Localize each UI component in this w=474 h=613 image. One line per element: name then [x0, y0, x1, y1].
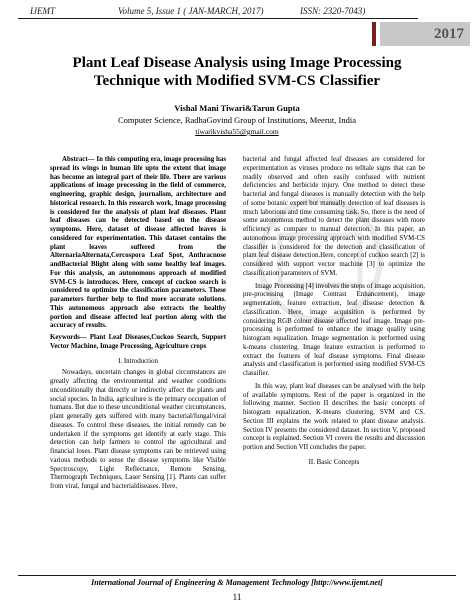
- abstract-text: Abstract— In this computing era, image processing has spread its wings in human life upto the extent that image has become an integral part of their life. There are various applications of image processing in the field of commerce, engineering, graphic design, journalism, architecture and historical research. In this research work, Image processing is considered for the analysis of plant leaf diseases. Plant leaf diseases can be detected based on the disease symptoms. Here, dataset of disease affected leaves is considered for experimentation. This dataset contains the plant leaves suffered from the AlternariaAlternata,Cercospora Leaf Spot, Anthracnose andBacterial Blight along with some healthy leaf images. For this analysis, an autonomous approach of modified SVM-CS is introduces. Here, concept of cuckoo search is considered to optimize the classification parameters. These parameters further help to find more accurate solutions. This autonomous approach also extracts the healthy portion and disease affected leaf portion along with the accuracy of results.: [50, 156, 226, 330]
- section-heading-introduction: I. Introduction: [118, 357, 158, 365]
- year-badge-accent: [372, 22, 376, 46]
- journal-footer: International Journal of Engineering & Management Technology [http://www.ijemt.net]: [91, 578, 383, 587]
- paper-title-line2: Technique with Modified SVM-CS Classifier: [93, 73, 381, 89]
- journal-abbrev: IJEMT: [30, 6, 55, 16]
- body-paragraph-3: In this way, plant leaf diseases can be analysed with the help of available symptoms. Rest of the paper is organized in the following manner. Section II describes the basic concepts of histogram equalization, K-means clustering, SVM and CS. Section III explains the work related to plant disease analysis. Section IV presents the considered dataset. In section V, proposed concept is explained. Section VI covers the results and discussion portion and Section VII concludes the paper.: [243, 382, 425, 451]
- journal-issn: ISSN: 2320-7043): [300, 6, 366, 16]
- page-number: 11: [232, 592, 242, 602]
- year-badge: 2017: [380, 22, 470, 46]
- left-column: [50, 156, 226, 492]
- intro-paragraph: Nowadays, uncertain changes in global circumstances are greatly affecting the environmental and weather conditions unconditionally that directly or indirectly affect the plants and social species. In India, agriculture is the primary occupation of humans. But due to these unconditional weather circumstances, plant generally gets suffered with many bacterial/fungal/viral diseases. To control these diseases, the initial remedy can be undertaken if the symptoms get identify at early stage. This detection can help farmers to control the agricultural and financial loses. Plant disease symptoms can be retrieved using various methods to sense the disease symptoms like Visible Spectroscopy, Light Reflectance, Remote Sensing, Thermograph Techniques, Laser Sensing [1]. Plants can suffer from viral, fungal and bacterialdiseases. Here,: [50, 369, 226, 490]
- body-paragraph-2: Image Processing [4] involves the steps of image acquisition, pre-processing (Image Contrast Enhancement), image segmentation, feature extraction, leaf disease detection & classification. Here, image acquisition is performed by considering RGB colour disease affected leaf image. Image pre-processing is performed to enhance the image quality using histogram equalization. Image segmentation is performed using k-means clustering. Image feature extraction is performed to extract the features of leaf disease symptoms. Final disease analysis and classification is performed using modified SVM-CS classifier.: [243, 282, 425, 377]
- journal-volume: Volume 5, Issue 1 ( JAN-MARCH, 2017): [118, 6, 264, 16]
- paper-title-line1: Plant Leaf Disease Analysis using Image Processing: [72, 55, 402, 71]
- header-rule: [18, 18, 418, 19]
- journal-header: [0, 0, 474, 44]
- footer-rule: [18, 575, 456, 576]
- author-email-link[interactable]: tiwarikvisha55@gmail.com: [195, 127, 279, 136]
- right-column: [243, 156, 425, 471]
- body-paragraph-1: bacterial and fungal affected leaf diseases are considered for experimentation as viruses produce no telltale signs that can be readily observed and often easily confused with nutrient deficiencies and herbicide injury. One method to detect these bacterial and fungal diseases is manually detection with the help of some botanic expert but manually detection of leaf diseases is much laborious and time consuming task. So, there is the need of some autonomous method to detect the plant diseases with more efficiency as compare to manual detection. In this paper, an autonomous image processing approach with modified SVM-CS classifier is considered for the detection and classification of plant leaf disease detection.Here, concept of cuckoo search [2] is considered with support vector machine [3] to optimize the classification parameters of SVM.: [243, 156, 425, 277]
- section-heading-basic-concepts: II. Basic Concepts: [308, 458, 360, 466]
- paper-authors: Vishal Mani Tiwari&Tarun Gupta: [174, 103, 300, 113]
- paper-affiliation: Computer Science, RadhaGovind Group of Institutions, Meerut, India: [118, 115, 356, 125]
- keywords-text: Keywords— Plant Leaf Diseases,Cuckoo Search, Support Vector Machine, Image Processing, Agriculture crops: [50, 334, 226, 350]
